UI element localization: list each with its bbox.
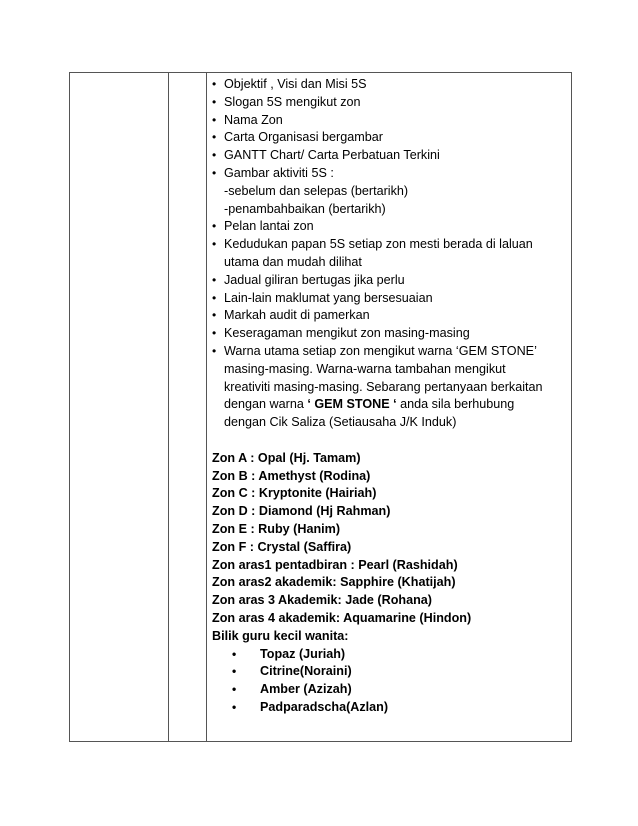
bullet-icon: • bbox=[212, 290, 217, 305]
content-block bbox=[207, 73, 571, 717]
bilik-guru-text: Topaz (Juriah) bbox=[260, 646, 346, 661]
bullet-icon: • bbox=[212, 219, 217, 234]
warna-line-2: masing-masing. Warna-warna tambahan mengikut bbox=[224, 361, 506, 376]
list-item bbox=[212, 236, 567, 272]
zone-entry: Zon D : Diamond (Hj Rahman) bbox=[212, 504, 391, 519]
bullet-icon: • bbox=[212, 326, 217, 341]
list-item-text: Nama Zon bbox=[224, 112, 283, 127]
warna-line-3: kreativiti masing-masing. Sebarang pertanyaan berkaitan bbox=[224, 379, 543, 394]
bilik-guru-item bbox=[232, 646, 567, 664]
zone-list bbox=[212, 450, 567, 646]
bullet-icon: • bbox=[212, 343, 217, 358]
bullet-icon: • bbox=[212, 130, 217, 145]
gem-stone-emphasis: ‘ GEM STONE ‘ bbox=[307, 397, 397, 412]
list-item-line bbox=[212, 112, 567, 130]
list-item-line bbox=[212, 290, 567, 308]
table-cell-empty-2 bbox=[169, 73, 207, 742]
list-item bbox=[212, 290, 567, 308]
warna-line-1: Warna utama setiap zon mengikut warna ‘GEM STONE’ bbox=[224, 343, 537, 358]
list-item-warna bbox=[212, 343, 567, 432]
list-item bbox=[212, 94, 567, 112]
list-item-line bbox=[212, 94, 567, 112]
list-item bbox=[212, 129, 567, 147]
list-item bbox=[212, 218, 567, 236]
bilik-guru-item bbox=[232, 681, 567, 699]
list-item-continuation: utama dan mudah dilihat bbox=[224, 254, 362, 269]
list-item bbox=[212, 112, 567, 130]
list-item-line bbox=[212, 218, 567, 236]
list-item-text: Gambar aktiviti 5S : bbox=[224, 165, 334, 180]
list-item-line bbox=[212, 307, 567, 325]
bullet-icon: • bbox=[212, 148, 217, 163]
list-item-text: GANTT Chart/ Carta Perbatuan Terkini bbox=[224, 148, 440, 163]
bilik-guru-item bbox=[232, 699, 567, 717]
list-item-line bbox=[212, 147, 567, 165]
list-item-text: Keseragaman mengikut zon masing-masing bbox=[224, 326, 470, 341]
list-item bbox=[212, 272, 567, 290]
bullet-icon: • bbox=[232, 699, 237, 714]
bullet-icon: • bbox=[212, 272, 217, 287]
list-item bbox=[212, 165, 567, 218]
list-subitem: -sebelum dan selepas (bertarikh) bbox=[224, 183, 409, 198]
list-item-text: Kedudukan papan 5S setiap zon mesti berada di laluan bbox=[224, 237, 533, 252]
list-item bbox=[212, 307, 567, 325]
zone-entry: Zon aras2 akademik: Sapphire (Khatijah) bbox=[212, 575, 456, 590]
list-subitem: -penambahbaikan (bertarikh) bbox=[224, 201, 386, 216]
list-item-line bbox=[212, 165, 567, 183]
zone-entry: Zon F : Crystal (Saffira) bbox=[212, 539, 352, 554]
list-item-line bbox=[212, 236, 567, 254]
zone-entry: Zon aras 3 Akademik: Jade (Rohana) bbox=[212, 593, 432, 608]
bullet-icon: • bbox=[212, 308, 217, 323]
table-cell-content bbox=[207, 73, 572, 742]
list-item-line bbox=[212, 76, 567, 94]
list-item-text: Objektif , Visi dan Misi 5S bbox=[224, 77, 367, 91]
bullet-icon: • bbox=[212, 94, 217, 109]
bullet-icon: • bbox=[212, 165, 217, 180]
bilik-guru-item bbox=[232, 663, 567, 681]
warna-line-5: dengan Cik Saliza (Setiausaha J/K Induk) bbox=[224, 415, 457, 430]
zone-entry: Zon A : Opal (Hj. Tamam) bbox=[212, 450, 361, 465]
bilik-guru-text: Padparadscha(Azlan) bbox=[260, 699, 389, 714]
list-item-line bbox=[212, 272, 567, 290]
list-item-line bbox=[212, 129, 567, 147]
bilik-guru-list bbox=[212, 646, 567, 717]
list-item bbox=[212, 76, 567, 94]
list-item-text: Markah audit di pamerkan bbox=[224, 308, 370, 323]
list-item-text: Pelan lantai zon bbox=[224, 219, 314, 234]
zone-entry: Bilik guru kecil wanita: bbox=[212, 628, 349, 643]
warna-line-4-pre: dengan warna bbox=[224, 397, 308, 412]
table-cell-empty-1 bbox=[70, 73, 169, 742]
document-table bbox=[69, 72, 572, 742]
checklist bbox=[212, 76, 567, 343]
bullet-icon: • bbox=[212, 77, 217, 91]
list-item bbox=[212, 325, 567, 343]
list-item-text: Jadual giliran bertugas jika perlu bbox=[224, 272, 405, 287]
spacer bbox=[212, 432, 567, 450]
bullet-icon: • bbox=[212, 237, 217, 252]
list-item bbox=[212, 147, 567, 165]
warna-line-4-post: anda sila berhubung bbox=[396, 397, 515, 412]
bullet-icon: • bbox=[232, 682, 237, 697]
zone-entry: Zon E : Ruby (Hanim) bbox=[212, 521, 341, 536]
bullet-icon: • bbox=[212, 112, 217, 127]
zone-entry: Zon aras1 pentadbiran : Pearl (Rashidah) bbox=[212, 557, 458, 572]
zone-entry: Zon C : Kryptonite (Hairiah) bbox=[212, 486, 377, 501]
list-item-text: Slogan 5S mengikut zon bbox=[224, 94, 361, 109]
zone-entry: Zon aras 4 akademik: Aquamarine (Hindon) bbox=[212, 610, 472, 625]
list-item-text: Carta Organisasi bergambar bbox=[224, 130, 383, 145]
table-row bbox=[70, 73, 572, 742]
list-item-text: Lain-lain maklumat yang bersesuaian bbox=[224, 290, 433, 305]
zone-entry: Zon B : Amethyst (Rodina) bbox=[212, 468, 371, 483]
bullet-icon: • bbox=[232, 646, 237, 661]
list-item-line bbox=[212, 325, 567, 343]
bilik-guru-text: Citrine(Noraini) bbox=[260, 664, 352, 679]
bilik-guru-text: Amber (Azizah) bbox=[260, 682, 352, 697]
warna-line-4 bbox=[212, 396, 567, 414]
bullet-icon: • bbox=[232, 664, 237, 679]
